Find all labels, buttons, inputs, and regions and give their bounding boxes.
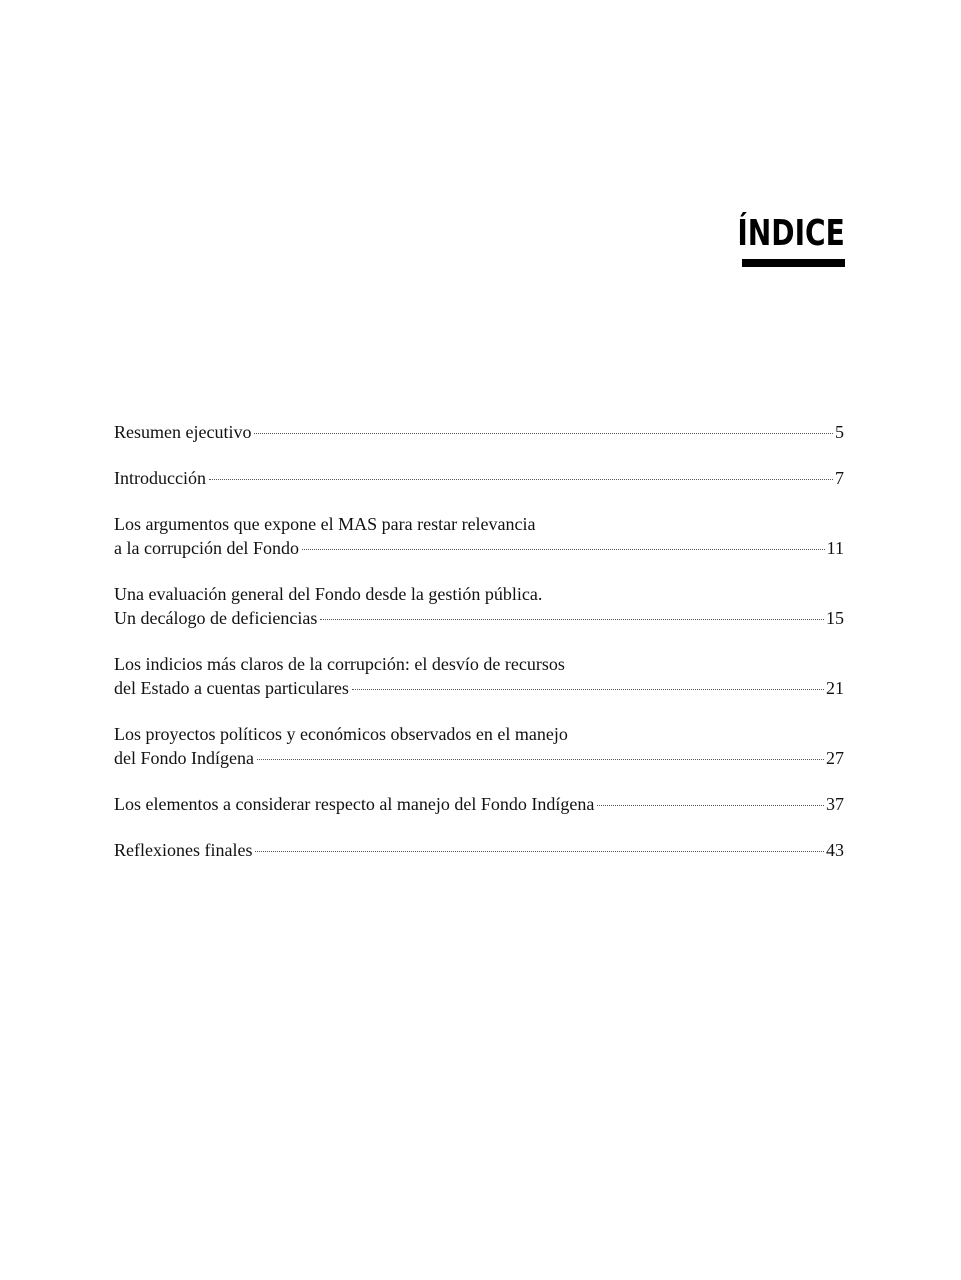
toc-entry-title-line: del Fondo Indígena [114, 748, 254, 768]
toc-page-number: 43 [826, 840, 844, 860]
toc-entry [114, 512, 844, 560]
dot-leader [255, 851, 824, 852]
toc-page-number: 37 [826, 794, 844, 814]
dot-leader [352, 689, 824, 690]
title-underline [742, 259, 845, 267]
toc-page-number: 5 [835, 422, 844, 442]
toc-entry-title-line: Una evaluación general del Fondo desde la gestión pública. [114, 584, 543, 604]
toc-entry-title-line: Los argumentos que expone el MAS para restar relevancia [114, 514, 536, 534]
dot-leader [302, 549, 825, 550]
toc-entry-title-line: del Estado a cuentas particulares [114, 678, 349, 698]
toc-entry [114, 792, 844, 816]
title-block [707, 212, 845, 267]
toc-entry-title: Reflexiones finales [114, 840, 253, 860]
toc-entry [114, 582, 844, 630]
toc-entry-title: Resumen ejecutivo [114, 422, 252, 442]
toc-entry-title-line: Los indicios más claros de la corrupción: el desvío de recursos [114, 654, 565, 674]
toc-page-number: 11 [826, 538, 844, 558]
toc-entry-title-line: a la corrupción del Fondo [114, 538, 299, 558]
dot-leader [320, 619, 824, 620]
dot-leader [209, 479, 833, 480]
toc-entry [114, 838, 844, 862]
table-of-contents [114, 420, 844, 884]
toc-entry [114, 466, 844, 490]
page-title: ÍNDICE [737, 213, 845, 254]
toc-entry [114, 652, 844, 700]
toc-entry-title: Introducción [114, 468, 206, 488]
toc-page-number: 15 [826, 608, 844, 628]
toc-page-number: 21 [826, 678, 844, 698]
dot-leader [257, 759, 824, 760]
dot-leader [597, 805, 824, 806]
toc-entry-title-line: Los proyectos políticos y económicos observados en el manejo [114, 724, 568, 744]
dot-leader [254, 433, 833, 434]
toc-page-number: 7 [835, 468, 844, 488]
toc-entry-title-line: Un decálogo de deficiencias [114, 608, 318, 628]
toc-entry [114, 722, 844, 770]
toc-page-number: 27 [826, 748, 844, 768]
toc-entry [114, 420, 844, 444]
toc-entry-title: Los elementos a considerar respecto al manejo del Fondo Indígena [114, 794, 595, 814]
